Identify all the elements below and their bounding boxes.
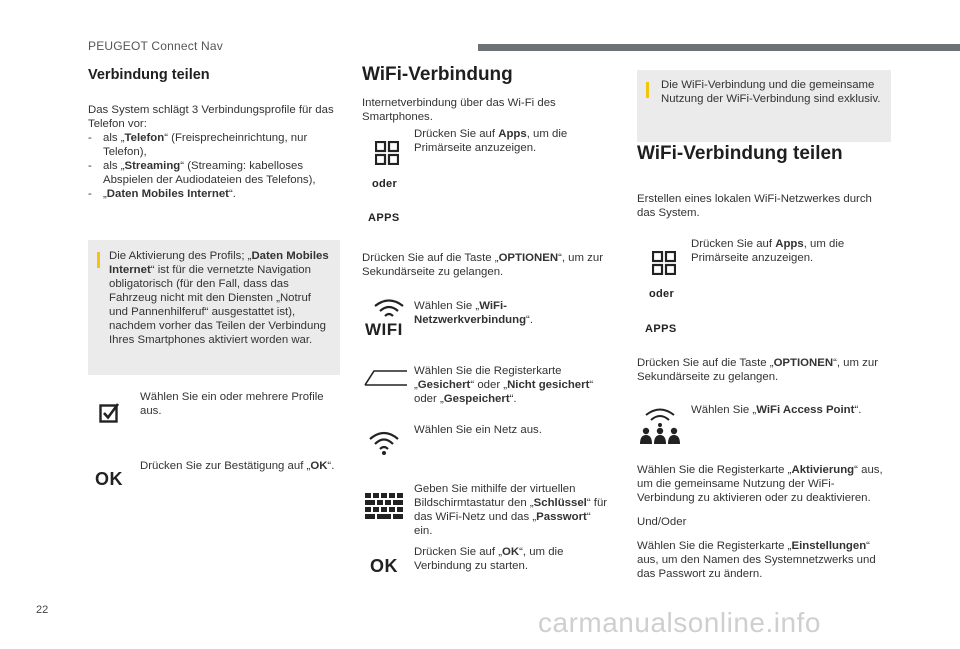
page-number: 22 (36, 604, 49, 616)
step-apps: Drücken Sie auf Apps, um die Primärseite anzuzeigen. (414, 128, 568, 154)
step-options: Drücken Sie auf die Taste „OPTIONEN“, um zur Sekundärseite zu gelangen. (362, 252, 603, 278)
list-item: - als „Streaming“ (Streaming: kabelloses Abspielen der Audiodateien des Telefons), (88, 159, 338, 187)
apps-grid-icon (375, 141, 399, 165)
step-access-point: Wählen Sie „WiFi Access Point“. (691, 404, 862, 416)
ok-icon: OK (370, 556, 398, 576)
info-icon (646, 82, 649, 98)
header-bar (478, 44, 960, 51)
step-select-profiles: Wählen Sie ein oder mehrere Profile aus. (140, 391, 324, 417)
apps-grid-icon (652, 251, 676, 275)
apps-button-icon: APPS (368, 212, 400, 224)
step-options: Drücken Sie auf die Taste „OPTIONEN“, um zur Sekundärseite zu gelangen. (637, 357, 878, 383)
step-wifi-connection: Wählen Sie „WiFi-Netzwerkverbindung“. (414, 300, 533, 326)
wifi-access-point-icon (640, 406, 680, 444)
checkbox-select-icon (99, 402, 125, 424)
section-heading-wifi-verbindung: WiFi-Verbindung (362, 64, 513, 85)
step-activation: Wählen Sie die Registerkarte „Aktivierung“ aus, um die gemeinsame Nutzung der WiFi-Verbindung zu aktivieren oder zu deaktivieren. (637, 464, 883, 504)
info-note-daten (88, 240, 340, 375)
step-select-network: Wählen Sie ein Netz aus. (414, 424, 542, 436)
wifi-text-icon: WIFI (365, 320, 403, 339)
step-settings: Wählen Sie die Registerkarte „Einstellungen“ aus, um den Namen des Systemnetzwerks und das Passwort zu ändern. (637, 540, 876, 580)
note-text: Die WiFi-Verbindung und die gemeinsame Nutzung der WiFi-Verbindung sind exklusiv. (661, 79, 881, 105)
apps-button-icon: APPS (645, 323, 677, 335)
info-icon (97, 252, 100, 268)
keyboard-icon (365, 493, 405, 519)
step-enter-key: Geben Sie mithilfe der virtuellen Bildschirmtastatur den „Schlüssel“ für das WiFi-Netz und das „Passwort“ ein. (414, 483, 608, 537)
info-note-exclusive (637, 70, 891, 142)
list-item: - als „Telefon“ (Freisprecheinrichtung, nur Telefon), (88, 131, 338, 159)
oder-label: oder (649, 288, 675, 300)
note-text: Die Aktivierung des Profils; „Daten Mobiles Internet“ ist für die vernetzte Navigation obligatorisch (für den Fall, dass das Fahrzeug nicht mit den Diensten „Notruf und Pannenhilferuf“ ausgestattet ist), nachdem vorher das Teilen der Verbindung Ihres Smartphones aktiviert worden war. (109, 250, 329, 346)
watermark: carmanualsonline.info (538, 607, 821, 638)
step-select-tab: Wählen Sie die Registerkarte „Gesichert“ oder „Nicht gesichert“ oder „Gespeichert“. (414, 365, 594, 405)
list-item: - „Daten Mobiles Internet“. (88, 187, 338, 201)
ok-icon: OK (95, 469, 123, 489)
profile-list (88, 131, 338, 201)
step-start-connection: Drücken Sie auf „OK“, um die Verbindung zu starten. (414, 546, 564, 572)
wifi-network-icon (368, 430, 400, 456)
oder-label: oder (372, 178, 398, 190)
step-apps: Drücken Sie auf Apps, um die Primärseite anzuzeigen. (691, 238, 845, 264)
document-header-title: PEUGEOT Connect Nav (88, 39, 223, 53)
col2-intro: Internetverbindung über das Wi-Fi des Smartphones. (362, 97, 556, 123)
wifi-icon (373, 298, 405, 320)
und-oder-text: Und/Oder (637, 516, 687, 528)
section-heading-verbindung-teilen: Verbindung teilen (88, 67, 210, 83)
col1-intro: Das System schlägt 3 Verbindungsprofile für das Telefon vor: (88, 104, 334, 130)
col3-intro: Erstellen eines lokalen WiFi-Netzwerkes durch das System. (637, 193, 872, 219)
section-heading-wifi-teilen: WiFi-Verbindung teilen (637, 143, 843, 164)
tab-icon (364, 368, 408, 388)
step-confirm-ok: Drücken Sie zur Bestätigung auf „OK“. (140, 460, 335, 472)
